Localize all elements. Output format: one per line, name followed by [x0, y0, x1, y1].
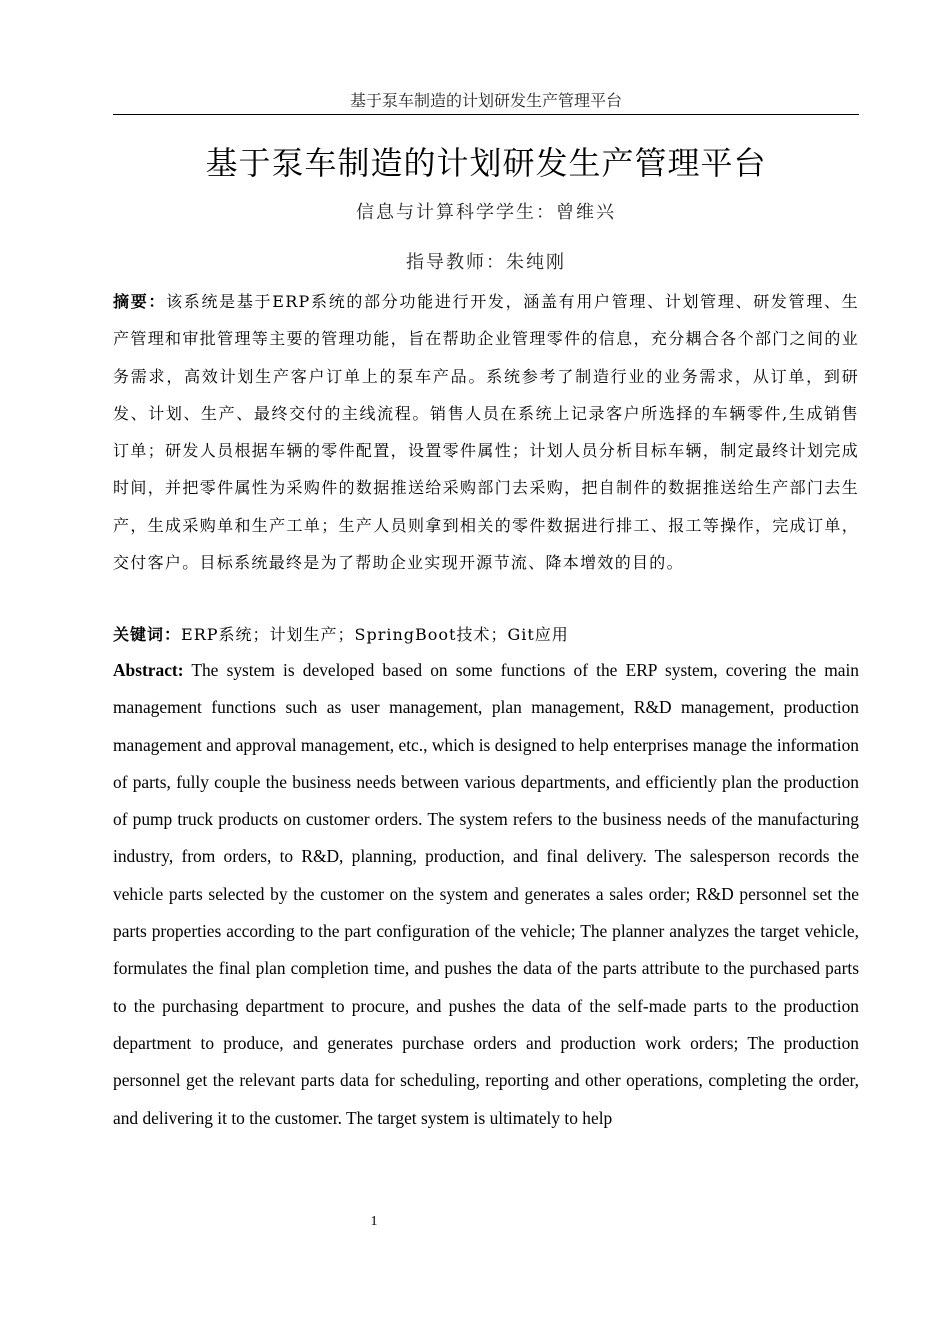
running-header: 基于泵车制造的计划研发生产管理平台	[349, 93, 622, 110]
author-line: 信息与计算科学学生：曾维兴	[356, 202, 616, 223]
keywords	[113, 620, 859, 650]
english-abstract	[113, 652, 859, 1137]
advisor-line: 指导教师：朱纯刚	[406, 252, 566, 273]
chinese-abstract-label: 摘要：	[113, 292, 167, 311]
page-number: 1	[370, 1214, 378, 1229]
paper-title: 基于泵车制造的计划研发生产管理平台	[205, 144, 767, 182]
english-abstract-text: The system is developed based on some functions of the ERP system, covering the main management functions such as user management, plan management, R&D management, production management and approval management, etc., which is designed to help enterprises manage the information of parts, fully couple the business needs between various departments, and efficiently plan the production of pump truck products on customer orders. The system refers to the business needs of the manufacturing industry, from orders, to R&D, planning, production, and final delivery. The salesperson records the vehicle parts selected by the customer on the system and generates a sales order; R&D personnel set the parts properties according to the part configuration of the vehicle; The planner analyzes the target vehicle, formulates the final plan completion time, and pushes the data of the parts attribute to the purchased parts to the purchasing department to procure, and pushes the data of the self-made parts to the production department to produce, and generates purchase orders and production work orders; The production personnel get the relevant parts data for scheduling, reporting and other operations, completing the order, and delivering it to the customer. The target system is ultimately to help	[113, 660, 859, 1128]
header-divider	[113, 114, 859, 115]
english-abstract-label: Abstract:	[113, 660, 184, 680]
chinese-abstract-text: 该系统是基于ERP系统的部分功能进行开发，涵盖有用户管理、计划管理、研发管理、生产管理和审批管理等主要的管理功能，旨在帮助企业管理零件的信息，充分耦合各个部门之间的业务需求，高效计划生产客户订单上的泵车产品。系统参考了制造行业的业务需求，从订单，到研发、计划、生产、最终交付的主线流程。销售人员在系统上记录客户所选择的车辆零件,生成销售订单；研发人员根据车辆的零件配置，设置零件属性；计划人员分析目标车辆，制定最终计划完成时间，并把零件属性为采购件的数据推送给采购部门去采购，把自制件的数据推送给生产部门去生产，生成采购单和生产工单；生产人员则拿到相关的零件数据进行排工、报工等操作，完成订单，交付客户。目标系统最终是为了帮助企业实现开源节流、降本增效的目的。	[113, 292, 859, 573]
keywords-label: 关键词：	[113, 625, 182, 644]
chinese-abstract	[113, 283, 859, 581]
keywords-text: ERP系统；计划生产；SpringBoot技术；Git应用	[181, 625, 569, 644]
